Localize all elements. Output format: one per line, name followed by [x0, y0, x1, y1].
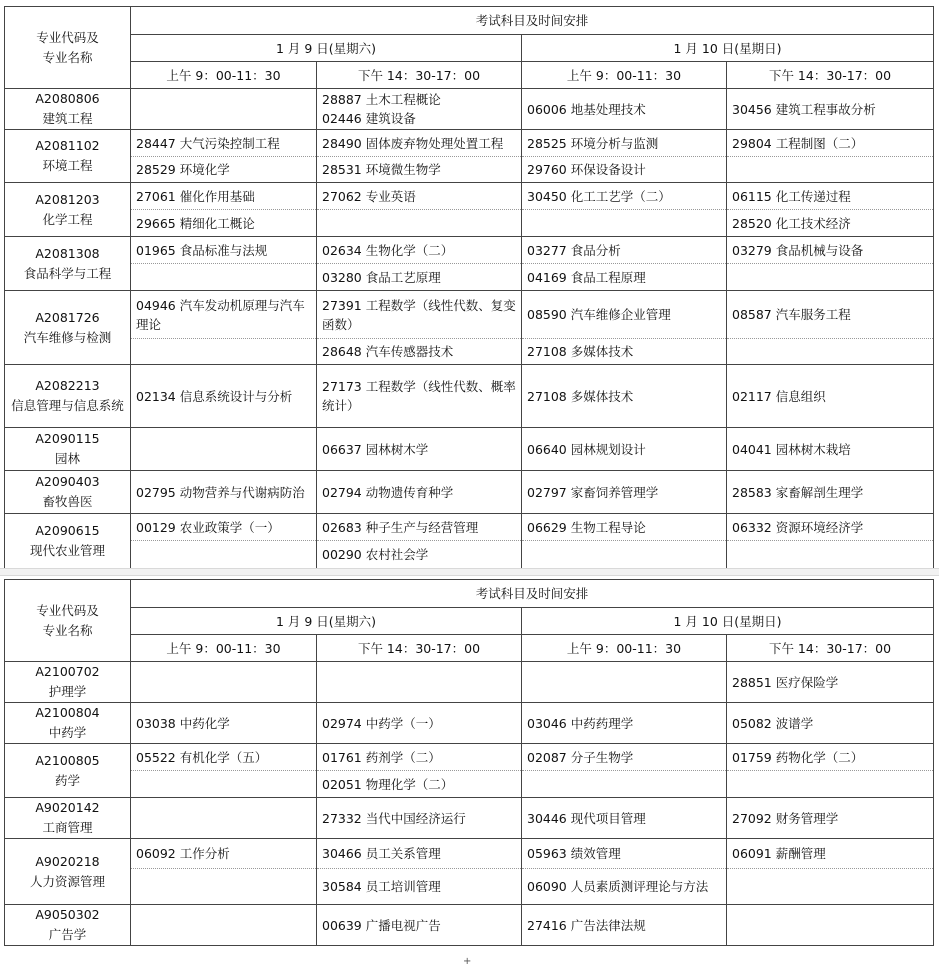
course-cell — [727, 428, 934, 471]
course-entry: 28525 环境分析与监测 — [527, 135, 659, 151]
table-row — [5, 905, 934, 946]
course-entry: 28648 汽车传感器技术 — [322, 344, 454, 359]
table-row — [5, 264, 934, 291]
major-cell — [5, 744, 131, 798]
course-cell — [131, 514, 317, 541]
major-code: A2100805 — [35, 752, 100, 768]
course-cell — [727, 771, 934, 798]
course-entry: 03038 中药化学 — [136, 715, 230, 731]
table-header — [5, 7, 934, 89]
table-row — [5, 339, 934, 365]
day2-header: 1 月 10 日(星期日) — [522, 608, 934, 635]
course-cell — [522, 210, 727, 237]
course-cell — [727, 744, 934, 771]
major-cell — [5, 237, 131, 291]
table-row — [5, 662, 934, 703]
course-cell — [317, 471, 522, 514]
course-entry: 05082 波谱学 — [732, 715, 814, 731]
course-entry: 28490 固体废弃物处理处置工程 — [322, 135, 504, 151]
schedule-header: 考试科目及时间安排 — [131, 580, 934, 608]
major-cell — [5, 365, 131, 428]
table-row — [5, 471, 934, 514]
course-cell — [727, 541, 934, 569]
course-cell — [727, 471, 934, 514]
major-name: 园林 — [54, 451, 80, 466]
table-row — [5, 541, 934, 569]
major-name: 食品科学与工程 — [23, 265, 112, 281]
course-entry: 28531 环境微生物学 — [322, 162, 441, 177]
day1-am-header: 上午 9：00-11：30 — [131, 62, 317, 89]
major-code: A2081726 — [35, 309, 100, 325]
course-cell — [522, 514, 727, 541]
course-entry: 05963 绩效管理 — [527, 846, 621, 861]
course-cell — [727, 869, 934, 905]
course-cell — [317, 771, 522, 798]
table-body — [5, 89, 934, 569]
course-cell — [727, 703, 934, 744]
major-cell — [5, 89, 131, 130]
day1-header: 1 月 9 日(星期六) — [131, 35, 522, 62]
course-entry: 06115 化工传递过程 — [732, 188, 851, 204]
table-row — [5, 798, 934, 839]
table-row — [5, 183, 934, 210]
course-entry: 06092 工作分析 — [136, 846, 230, 861]
course-cell — [522, 183, 727, 210]
course-cell — [727, 291, 934, 339]
course-entry: 27332 当代中国经济运行 — [322, 810, 466, 826]
day1-header: 1 月 9 日(星期六) — [131, 608, 522, 635]
course-cell — [522, 869, 727, 905]
course-cell — [727, 130, 934, 157]
course-cell — [131, 869, 317, 905]
major-code: A2081308 — [35, 245, 100, 261]
course-entry: 06640 园林规划设计 — [527, 441, 646, 457]
course-cell — [522, 428, 727, 471]
course-entry: 02087 分子生物学 — [527, 749, 634, 765]
major-name: 现代农业管理 — [29, 543, 105, 558]
course-cell — [727, 514, 934, 541]
course-cell — [131, 210, 317, 237]
major-column-header: 专业代码及 专业名称 — [5, 580, 131, 662]
course-entry: 30584 员工培训管理 — [322, 879, 441, 894]
major-code: A2081203 — [35, 191, 100, 207]
table-row — [5, 703, 934, 744]
course-cell — [522, 365, 727, 428]
table-row — [5, 744, 934, 771]
major-name: 环境工程 — [42, 158, 93, 173]
course-entry: 08587 汽车服务工程 — [732, 307, 851, 322]
table-row — [5, 839, 934, 869]
course-cell — [522, 339, 727, 365]
major-code: A2090403 — [35, 474, 100, 489]
major-name: 汽车维修与检测 — [23, 329, 112, 345]
table-row — [5, 237, 934, 264]
course-entry: 28583 家畜解剖生理学 — [732, 484, 864, 500]
major-name: 药学 — [54, 772, 80, 788]
major-cell — [5, 291, 131, 365]
major-code: A9020218 — [35, 853, 100, 869]
course-entry: 27092 财务管理学 — [732, 810, 839, 826]
table-row — [5, 428, 934, 471]
course-cell — [317, 130, 522, 157]
course-entry: 08590 汽车维修企业管理 — [527, 307, 671, 322]
course-entry: 06629 生物工程导论 — [527, 519, 646, 535]
course-cell — [317, 339, 522, 365]
course-cell — [727, 89, 934, 130]
major-name: 人力资源管理 — [29, 873, 105, 889]
course-entry: 27108 多媒体技术 — [527, 388, 634, 404]
course-entry: 01761 药剂学（二） — [322, 749, 441, 765]
course-entry: 27108 多媒体技术 — [527, 344, 634, 359]
major-code: A2082213 — [35, 378, 100, 393]
course-cell — [317, 662, 522, 703]
major-name: 畜牧兽医 — [42, 494, 93, 509]
course-cell — [131, 428, 317, 471]
course-cell — [317, 703, 522, 744]
course-cell — [522, 291, 727, 339]
course-cell — [522, 771, 727, 798]
course-entry: 02446 建筑设备 — [322, 111, 416, 126]
course-entry: 02683 种子生产与经营管理 — [322, 519, 479, 535]
course-cell — [522, 744, 727, 771]
course-entry: 28447 大气污染控制工程 — [136, 135, 280, 151]
course-cell — [317, 428, 522, 471]
major-column-header: 专业代码及 专业名称 — [5, 7, 131, 89]
course-cell — [727, 264, 934, 291]
table-row — [5, 210, 934, 237]
course-entry: 28851 医疗保险学 — [732, 674, 839, 690]
course-entry: 03280 食品工艺原理 — [322, 269, 441, 285]
major-name: 广告学 — [48, 927, 87, 942]
course-entry: 02117 信息组织 — [732, 388, 826, 404]
course-entry: 29804 工程制图（二） — [732, 135, 864, 151]
course-cell — [131, 89, 317, 130]
course-cell — [522, 89, 727, 130]
table-row — [5, 514, 934, 541]
course-cell — [131, 541, 317, 569]
course-cell — [317, 798, 522, 839]
course-cell — [522, 264, 727, 291]
course-cell — [727, 183, 934, 210]
course-entry: 29760 环保设备设计 — [527, 162, 646, 177]
course-cell — [131, 130, 317, 157]
course-cell — [522, 839, 727, 869]
course-entry: 06332 资源环境经济学 — [732, 519, 864, 535]
table-row — [5, 130, 934, 157]
course-entry: 28887 土木工程概论 — [322, 92, 441, 107]
course-cell — [317, 839, 522, 869]
course-entry: 01965 食品标准与法规 — [136, 242, 268, 258]
course-entry: 30446 现代项目管理 — [527, 810, 646, 826]
course-cell — [522, 471, 727, 514]
crosshair-marker: + — [463, 956, 472, 967]
course-entry: 06006 地基处理技术 — [527, 101, 646, 117]
course-entry: 02795 动物营养与代谢病防治 — [136, 484, 305, 500]
course-cell — [131, 157, 317, 183]
course-cell — [131, 839, 317, 869]
major-code: A9020142 — [35, 800, 100, 815]
major-cell — [5, 703, 131, 744]
course-cell — [317, 365, 522, 428]
table-row — [5, 157, 934, 183]
course-cell — [522, 662, 727, 703]
major-name: 建筑工程 — [42, 111, 93, 126]
course-entry: 30450 化工工艺学（二） — [527, 188, 671, 204]
major-code: A2080806 — [35, 91, 100, 106]
course-entry: 27391 工程数学（线性代数、复变函数） — [322, 297, 516, 332]
course-entry: 04041 园林树木栽培 — [732, 441, 851, 457]
table-body — [5, 662, 934, 946]
course-entry: 28520 化工技术经济 — [732, 215, 851, 231]
major-code: A2081102 — [35, 138, 100, 153]
day2-pm-header: 下午 14：30-17：00 — [727, 62, 934, 89]
course-cell — [727, 905, 934, 946]
course-cell — [727, 839, 934, 869]
table-row — [5, 291, 934, 339]
course-entry: 27061 催化作用基础 — [136, 188, 255, 204]
course-entry: 03277 食品分析 — [527, 242, 621, 258]
course-entry: 06091 薪酬管理 — [732, 846, 826, 861]
major-code: A2090115 — [35, 431, 100, 446]
major-code: A2090615 — [35, 523, 100, 538]
day1-am-header: 上午 9：00-11：30 — [131, 635, 317, 662]
course-entry: 27062 专业英语 — [322, 188, 416, 204]
course-entry: 01759 药物化学（二） — [732, 749, 864, 765]
course-cell — [727, 339, 934, 365]
course-cell — [131, 662, 317, 703]
course-cell — [131, 744, 317, 771]
course-entry: 28529 环境化学 — [136, 162, 230, 177]
major-name: 中药学 — [48, 725, 87, 740]
course-cell — [522, 798, 727, 839]
course-cell — [727, 157, 934, 183]
course-cell — [131, 471, 317, 514]
major-name: 护理学 — [48, 684, 87, 699]
major-code: A9050302 — [35, 907, 100, 922]
course-cell — [317, 514, 522, 541]
major-cell — [5, 183, 131, 237]
course-cell — [522, 541, 727, 569]
major-code: A2100804 — [35, 705, 100, 720]
major-cell — [5, 471, 131, 514]
course-cell — [522, 703, 727, 744]
major-cell — [5, 514, 131, 569]
course-entry: 03279 食品机械与设备 — [732, 242, 864, 258]
course-entry: 06090 人员素质测评理论与方法 — [527, 879, 709, 894]
course-cell — [317, 157, 522, 183]
course-entry: 03046 中药药理学 — [527, 715, 634, 731]
course-cell — [131, 291, 317, 339]
course-entry: 30466 员工关系管理 — [322, 846, 441, 861]
major-cell — [5, 130, 131, 183]
course-cell — [522, 157, 727, 183]
day2-am-header: 上午 9：00-11：30 — [522, 62, 727, 89]
course-cell — [727, 237, 934, 264]
course-entry: 02634 生物化学（二） — [322, 242, 454, 258]
course-cell — [317, 744, 522, 771]
day2-am-header: 上午 9：00-11：30 — [522, 635, 727, 662]
course-cell — [131, 365, 317, 428]
table-row — [5, 869, 934, 905]
course-cell — [317, 291, 522, 339]
course-cell — [727, 798, 934, 839]
course-cell — [522, 130, 727, 157]
course-cell — [131, 905, 317, 946]
course-entry: 04946 汽车发动机原理与汽车理论 — [136, 297, 305, 332]
course-entry: 02051 物理化学（二） — [322, 776, 454, 792]
major-cell — [5, 839, 131, 905]
course-entry: 00129 农业政策学（一） — [136, 519, 280, 535]
exam-schedule-table-1 — [4, 6, 934, 569]
course-entry: 02974 中药学（一） — [322, 715, 441, 731]
course-cell — [131, 771, 317, 798]
course-cell — [131, 703, 317, 744]
major-name: 信息管理与信息系统 — [11, 398, 124, 413]
exam-schedule-table-2 — [4, 579, 934, 946]
major-code: A2100702 — [35, 664, 100, 679]
table-row — [5, 771, 934, 798]
course-entry: 04169 食品工程原理 — [527, 269, 646, 285]
major-cell — [5, 428, 131, 471]
course-cell — [522, 237, 727, 264]
course-entry: 27173 工程数学（线性代数、概率统计） — [322, 379, 516, 413]
major-name: 化学工程 — [42, 211, 93, 227]
major-cell — [5, 798, 131, 839]
course-entry: 06637 园林树木学 — [322, 441, 429, 457]
page-separator — [0, 568, 939, 576]
course-entry: 02794 动物遗传育种学 — [322, 484, 454, 500]
course-cell — [131, 183, 317, 210]
course-cell — [727, 210, 934, 237]
course-cell — [131, 264, 317, 291]
table-row — [5, 89, 934, 130]
major-cell — [5, 905, 131, 946]
course-cell — [317, 264, 522, 291]
course-cell — [317, 905, 522, 946]
course-cell — [131, 339, 317, 365]
course-entry: 29665 精细化工概论 — [136, 215, 255, 231]
course-entry: 00290 农村社会学 — [322, 547, 429, 562]
day2-header: 1 月 10 日(星期日) — [522, 35, 934, 62]
course-cell — [131, 798, 317, 839]
table-header — [5, 580, 934, 662]
course-cell — [317, 183, 522, 210]
major-name: 工商管理 — [42, 820, 93, 835]
day1-pm-header: 下午 14：30-17：00 — [317, 62, 522, 89]
course-entry: 02134 信息系统设计与分析 — [136, 388, 293, 404]
course-cell — [317, 541, 522, 569]
course-cell — [317, 237, 522, 264]
major-cell — [5, 662, 131, 703]
table-row — [5, 365, 934, 428]
course-entry: 02797 家畜饲养管理学 — [527, 484, 659, 500]
course-cell — [317, 89, 522, 130]
course-cell — [727, 662, 934, 703]
day2-pm-header: 下午 14：30-17：00 — [727, 635, 934, 662]
course-entry: 05522 有机化学（五） — [136, 749, 268, 765]
course-cell — [522, 905, 727, 946]
course-entry: 27416 广告法律法规 — [527, 917, 646, 933]
course-entry: 00639 广播电视广告 — [322, 917, 441, 933]
course-cell — [131, 237, 317, 264]
course-entry: 30456 建筑工程事故分析 — [732, 101, 876, 117]
day1-pm-header: 下午 14：30-17：00 — [317, 635, 522, 662]
schedule-header: 考试科目及时间安排 — [131, 7, 934, 35]
course-cell — [317, 210, 522, 237]
course-cell — [727, 365, 934, 428]
course-cell — [317, 869, 522, 905]
